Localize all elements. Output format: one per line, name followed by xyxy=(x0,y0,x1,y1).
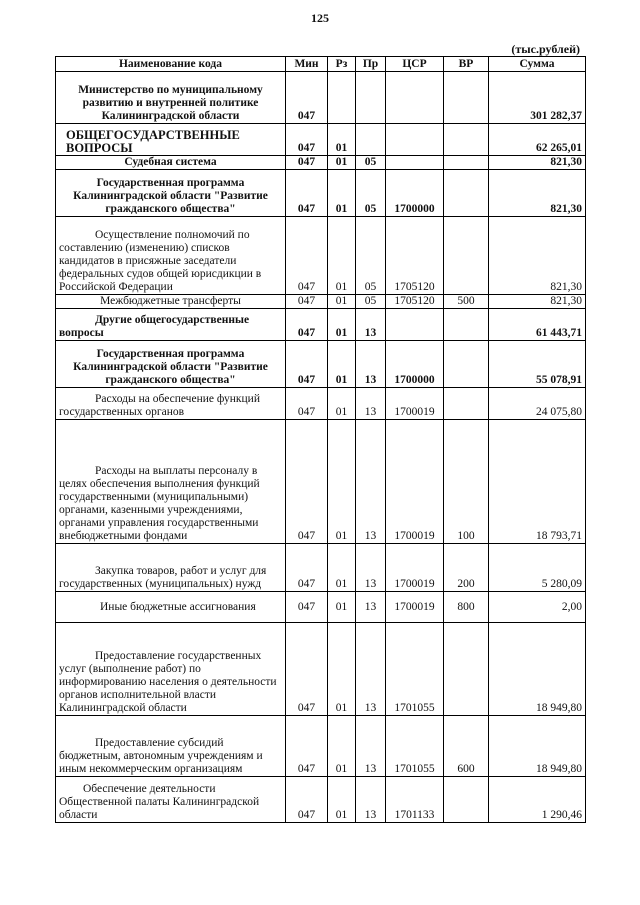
row-sum: 1 290,46 xyxy=(489,777,586,823)
row-csr xyxy=(386,309,444,341)
row-vr: 500 xyxy=(444,295,489,309)
row-min: 047 xyxy=(286,716,328,777)
column-header-min: Мин xyxy=(286,57,328,72)
table-row xyxy=(56,420,586,544)
table-row xyxy=(56,341,586,388)
row-rz: 01 xyxy=(328,388,356,420)
row-pr: 13 xyxy=(356,623,386,716)
row-name: Государственная программа Калининградской области "Развитие гражданского общества" xyxy=(56,341,286,388)
row-sum: 61 443,71 xyxy=(489,309,586,341)
budget-table xyxy=(55,56,586,823)
row-name: Расходы на обеспечение функций государственных органов xyxy=(56,388,286,420)
row-vr xyxy=(444,777,489,823)
row-pr: 05 xyxy=(356,217,386,295)
row-csr: 1700019 xyxy=(386,544,444,592)
row-min: 047 xyxy=(286,72,328,124)
row-pr: 13 xyxy=(356,716,386,777)
column-header-sum: Сумма xyxy=(489,57,586,72)
row-name: Расходы на выплаты персоналу в целях обеспечения выполнения функций государственными (муниципальными) органами, казенными учреждениями, органами управления государственными внебюджетными фондами xyxy=(56,420,286,544)
row-vr: 600 xyxy=(444,716,489,777)
row-rz: 01 xyxy=(328,420,356,544)
row-csr xyxy=(386,156,444,170)
row-sum: 24 075,80 xyxy=(489,388,586,420)
row-rz: 01 xyxy=(328,592,356,623)
row-sum: 18 793,71 xyxy=(489,420,586,544)
row-rz: 01 xyxy=(328,777,356,823)
row-pr: 05 xyxy=(356,170,386,217)
row-name: Закупка товаров, работ и услуг для государственных (муниципальных) нужд xyxy=(56,544,286,592)
row-csr: 1701055 xyxy=(386,623,444,716)
row-pr: 13 xyxy=(356,544,386,592)
row-vr xyxy=(444,72,489,124)
row-vr xyxy=(444,156,489,170)
table-row xyxy=(56,170,586,217)
row-csr: 1701133 xyxy=(386,777,444,823)
row-csr: 1700019 xyxy=(386,388,444,420)
table-row xyxy=(56,295,586,309)
row-sum: 2,00 xyxy=(489,592,586,623)
column-header-name: Наименование кода xyxy=(56,57,286,72)
row-pr: 13 xyxy=(356,420,386,544)
row-rz: 01 xyxy=(328,716,356,777)
row-pr: 13 xyxy=(356,309,386,341)
row-pr: 13 xyxy=(356,388,386,420)
row-min: 047 xyxy=(286,623,328,716)
row-sum: 821,30 xyxy=(489,295,586,309)
table-row xyxy=(56,156,586,170)
row-sum: 18 949,80 xyxy=(489,623,586,716)
row-csr: 1705120 xyxy=(386,217,444,295)
column-header-rz: Рз xyxy=(328,57,356,72)
row-rz: 01 xyxy=(328,217,356,295)
row-pr xyxy=(356,72,386,124)
row-min: 047 xyxy=(286,777,328,823)
row-pr: 13 xyxy=(356,777,386,823)
row-vr xyxy=(444,388,489,420)
table-row xyxy=(56,72,586,124)
row-min: 047 xyxy=(286,217,328,295)
row-rz: 01 xyxy=(328,544,356,592)
row-min: 047 xyxy=(286,592,328,623)
row-sum: 821,30 xyxy=(489,156,586,170)
row-csr: 1700000 xyxy=(386,170,444,217)
row-csr: 1701055 xyxy=(386,716,444,777)
row-csr xyxy=(386,72,444,124)
row-min: 047 xyxy=(286,295,328,309)
row-sum: 821,30 xyxy=(489,170,586,217)
row-name: Предоставление субсидий бюджетным, автономным учреждениям и иным некоммерческим организациям xyxy=(56,716,286,777)
row-rz: 01 xyxy=(328,156,356,170)
row-csr: 1700019 xyxy=(386,420,444,544)
row-vr xyxy=(444,623,489,716)
table-header xyxy=(56,57,586,72)
row-min: 047 xyxy=(286,124,328,156)
table-row xyxy=(56,217,586,295)
row-vr: 100 xyxy=(444,420,489,544)
row-min: 047 xyxy=(286,156,328,170)
row-pr: 13 xyxy=(356,592,386,623)
row-vr: 800 xyxy=(444,592,489,623)
row-name: Осуществление полномочий по составлению (изменению) списков кандидатов в присяжные заседатели федеральных судов общей юрисдикции в Российской Федерации xyxy=(56,217,286,295)
row-min: 047 xyxy=(286,341,328,388)
row-name: Предоставление государственных услуг (выполнение работ) по информированию населения о деятельности органов исполнительной власти Калининградской области xyxy=(56,623,286,716)
row-rz: 01 xyxy=(328,295,356,309)
row-name: Министерство по муниципальному развитию и внутренней политике Калининградской области xyxy=(56,72,286,124)
table-row xyxy=(56,716,586,777)
row-name: Иные бюджетные ассигнования xyxy=(56,592,286,623)
row-sum: 55 078,91 xyxy=(489,341,586,388)
table-row xyxy=(56,388,586,420)
table-row xyxy=(56,777,586,823)
row-min: 047 xyxy=(286,420,328,544)
row-pr: 13 xyxy=(356,341,386,388)
row-csr xyxy=(386,124,444,156)
table-row xyxy=(56,124,586,156)
row-rz: 01 xyxy=(328,309,356,341)
row-name: Обеспечение деятельности Общественной палаты Калининградской области xyxy=(56,777,286,823)
row-sum: 301 282,37 xyxy=(489,72,586,124)
row-min: 047 xyxy=(286,170,328,217)
column-header-csr: ЦСР xyxy=(386,57,444,72)
table-row xyxy=(56,592,586,623)
row-pr xyxy=(356,124,386,156)
row-name: Межбюджетные трансферты xyxy=(56,295,286,309)
row-vr xyxy=(444,309,489,341)
row-min: 047 xyxy=(286,544,328,592)
row-csr: 1700000 xyxy=(386,341,444,388)
row-vr xyxy=(444,341,489,388)
row-name: Другие общегосударственные вопросы xyxy=(56,309,286,341)
row-rz xyxy=(328,72,356,124)
row-csr: 1705120 xyxy=(386,295,444,309)
row-sum: 5 280,09 xyxy=(489,544,586,592)
row-rz: 01 xyxy=(328,341,356,388)
row-sum: 821,30 xyxy=(489,217,586,295)
row-sum: 18 949,80 xyxy=(489,716,586,777)
row-csr: 1700019 xyxy=(386,592,444,623)
row-rz: 01 xyxy=(328,623,356,716)
row-pr: 05 xyxy=(356,156,386,170)
row-vr xyxy=(444,124,489,156)
column-header-pr: Пр xyxy=(356,57,386,72)
row-vr: 200 xyxy=(444,544,489,592)
row-name: Судебная система xyxy=(56,156,286,170)
page-number: 125 xyxy=(311,11,329,25)
row-pr: 05 xyxy=(356,295,386,309)
column-header-vr: ВР xyxy=(444,57,489,72)
row-vr xyxy=(444,170,489,217)
row-min: 047 xyxy=(286,388,328,420)
row-sum: 62 265,01 xyxy=(489,124,586,156)
row-min: 047 xyxy=(286,309,328,341)
row-vr xyxy=(444,217,489,295)
units-label: (тыс.рублей) xyxy=(511,42,580,56)
row-name: ОБЩЕГОСУДАРСТВЕННЫЕ ВОПРОСЫ xyxy=(56,124,286,156)
row-name: Государственная программа Калининградской области "Развитие гражданского общества" xyxy=(56,170,286,217)
row-rz: 01 xyxy=(328,170,356,217)
row-rz: 01 xyxy=(328,124,356,156)
table-row xyxy=(56,309,586,341)
table-row xyxy=(56,623,586,716)
table-row xyxy=(56,544,586,592)
